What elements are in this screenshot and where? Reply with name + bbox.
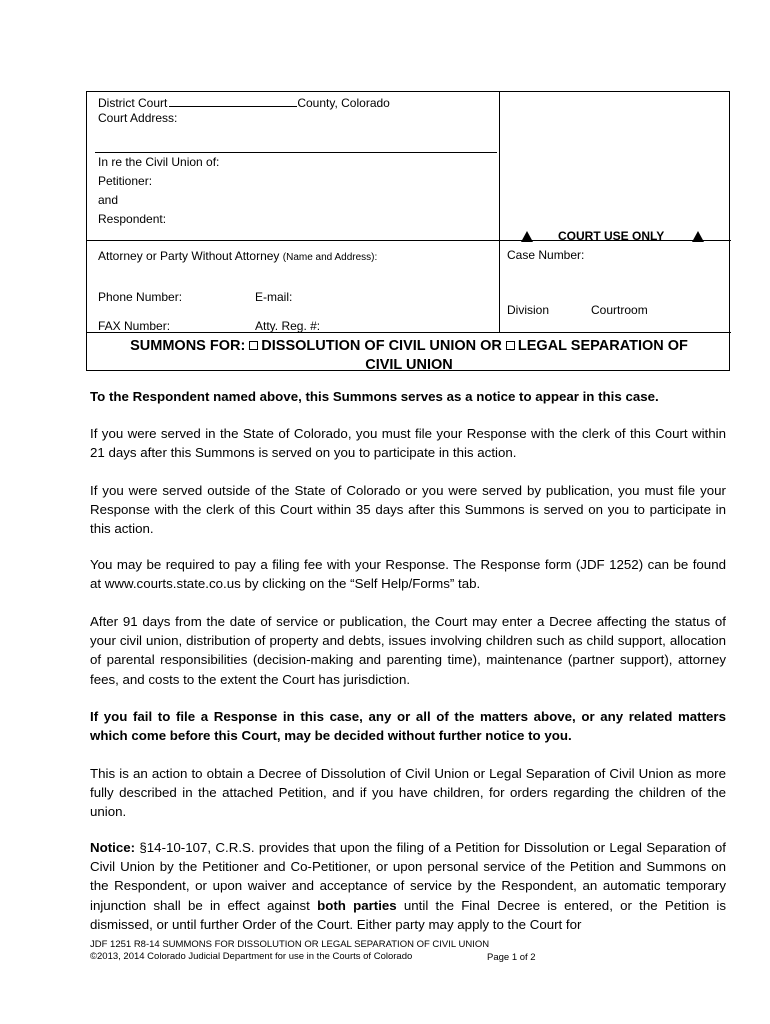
and-label: and xyxy=(98,193,119,207)
attorney-label: Attorney or Party Without Attorney xyxy=(98,249,280,263)
district-court-line xyxy=(98,96,390,110)
in-re-label: In re the Civil Union of: xyxy=(98,155,220,169)
case-number-label: Case Number: xyxy=(507,248,585,262)
dissolution-checkbox[interactable] xyxy=(249,341,258,350)
county-label: County, Colorado xyxy=(297,96,390,110)
notice-bold-text: both parties xyxy=(317,897,397,913)
decree-paragraph: After 91 days from the date of service or publication, the Court may enter a Decree affecting the status of your civil union, distribution of property and debts, issues involving children such as child support, allocation of parental responsibilities (decision-making and parenting time), maintenance (partner support), attorney fees, and costs to the extent the Court has jurisdiction. xyxy=(90,614,726,687)
petitioner-label: Petitioner: xyxy=(98,174,153,188)
attorney-line xyxy=(98,249,377,265)
summons-title-line2: CIVIL UNION xyxy=(365,357,453,373)
email-label: E-mail: xyxy=(255,290,293,304)
failure-warning-paragraph: If you fail to file a Response in this case, any or all of the matters above, or any related matters which come before this Court, may be decided without further notice to you. xyxy=(90,709,726,744)
fax-label: FAX Number: xyxy=(98,319,171,333)
notice-label: Notice: xyxy=(90,840,136,855)
summons-title-line1 xyxy=(87,337,731,356)
title-prefix: SUMMONS FOR: xyxy=(130,338,246,354)
notice-paragraph xyxy=(90,838,726,934)
form-footer-line2: ©2013, 2014 Colorado Judicial Department for use in the Courts of Colorado xyxy=(90,951,413,962)
caption-divider xyxy=(499,92,500,332)
division-label: Division xyxy=(507,303,550,317)
up-triangle-icon xyxy=(521,231,533,242)
phone-label: Phone Number: xyxy=(98,290,183,304)
dissolution-option: DISSOLUTION OF CIVIL UNION OR xyxy=(261,338,502,354)
respondent-notice-paragraph: To the Respondent named above, this Summons serves as a notice to appear in this case. xyxy=(90,389,659,404)
county-blank[interactable] xyxy=(169,96,297,107)
district-court-label: District Court xyxy=(98,96,168,110)
out-of-state-service-paragraph: If you were served outside of the State of Colorado or you were served by publication, you must file your Response with the clerk of this Court within 35 days after this Summons is served on you to participate in this action. xyxy=(90,483,726,537)
caption-box xyxy=(86,91,730,371)
notice-text-2: until the Final Decree is entered, or the Petition is dismissed, or until further Order of the Court. Either party may apply to the Court for xyxy=(90,897,726,932)
up-triangle-icon xyxy=(692,231,704,242)
address-rule xyxy=(95,152,497,153)
page-number: Page 1 of 2 xyxy=(487,952,536,963)
form-footer-line1: JDF 1251 R8-14 SUMMONS FOR DISSOLUTION OR LEGAL SEPARATION OF CIVIL UNION xyxy=(90,939,490,950)
court-use-only-label: COURT USE ONLY xyxy=(558,229,665,243)
notice-text-1: §14-10-107, C.R.S. provides that upon the filing of a Petition for Dissolution or Legal Separation of Civil Union by the Petitioner and Co-Petitioner, or upon personal service of the Petition and Summons on the Respondent, or upon waiver and acceptance of service by the Respondent, an automatic temporary injunction shall be in effect against xyxy=(90,840,726,913)
separation-option: LEGAL SEPARATION OF xyxy=(517,338,688,354)
summons-title xyxy=(87,337,731,375)
separation-checkbox[interactable] xyxy=(506,341,515,350)
respondent-label: Respondent: xyxy=(98,212,167,226)
action-description-paragraph: This is an action to obtain a Decree of Dissolution of Civil Union or Legal Separation of Civil Union as more fully described in the attached Petition, and if you have children, for orders regarding the children of the union. xyxy=(90,766,726,820)
attorney-sublabel: (Name and Address): xyxy=(282,252,378,263)
in-state-service-paragraph: If you were served in the State of Colorado, you must file your Response with the clerk of this Court within 21 days after this Summons is served on you to participate in this action. xyxy=(90,426,726,461)
courtroom-label: Courtroom xyxy=(591,303,648,317)
atty-reg-label: Atty. Reg. #: xyxy=(255,319,321,333)
title-rule xyxy=(87,332,731,333)
court-address-label: Court Address: xyxy=(98,111,178,125)
filing-fee-paragraph: You may be required to pay a filing fee with your Response. The Response form (JDF 1252) can be found at www.courts.state.co.us by clicking on the “Self Help/Forms” tab. xyxy=(90,557,726,592)
